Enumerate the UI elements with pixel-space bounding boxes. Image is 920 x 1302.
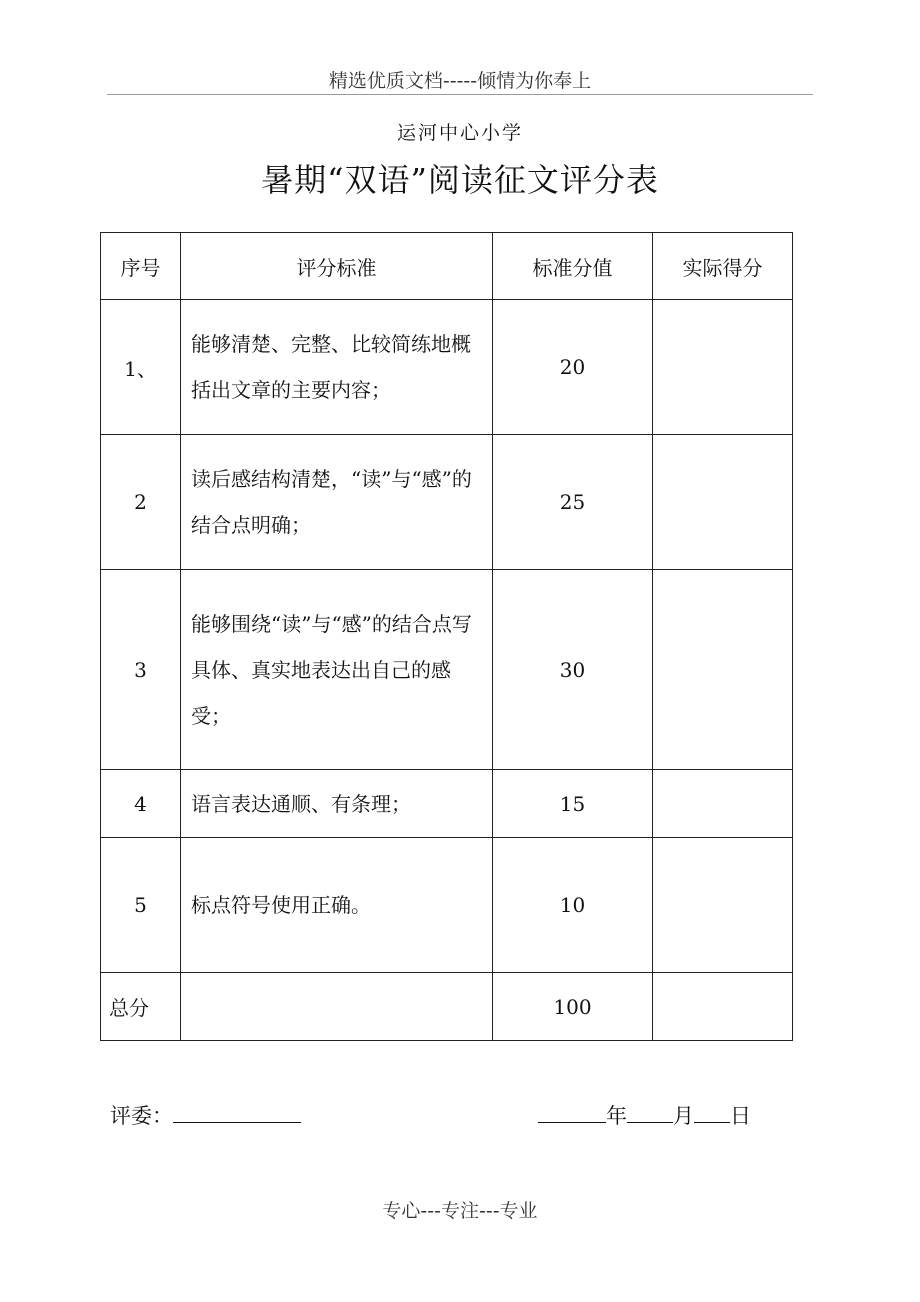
month-blank[interactable] [627,1102,673,1123]
school-name: 运河中心小学 [396,122,523,144]
month-label: 月 [673,1104,694,1128]
row-criterion: 标点符号使用正确。 [181,838,493,973]
table-row [101,770,793,838]
total-label: 总分 [101,973,181,1041]
row-standard-score: 10 [493,838,653,973]
judge-signature [110,1100,301,1130]
row-criterion: 能够围绕“读”与“感”的结合点写具体、真实地表达出自己的感受； [181,570,493,770]
header-divider [107,94,813,95]
date-line [538,1100,751,1130]
total-actual-score-cell[interactable] [653,973,793,1041]
row-number: 1、 [101,300,181,435]
day-label: 日 [730,1104,751,1128]
row-number: 4 [101,770,181,838]
row-criterion: 读后感结构清楚，“读”与“感”的结合点明确； [181,435,493,570]
page-footer-text: 专心---专注---专业 [382,1200,538,1222]
row-standard-score: 15 [493,770,653,838]
row-standard-score: 25 [493,435,653,570]
row-number: 2 [101,435,181,570]
row-actual-score-cell[interactable] [653,570,793,770]
column-header-criterion: 评分标准 [181,233,493,300]
table-row [101,435,793,570]
column-header-number: 序号 [101,233,181,300]
row-number: 5 [101,838,181,973]
row-standard-score: 30 [493,570,653,770]
scoring-table [100,232,793,1041]
table-row [101,838,793,973]
row-actual-score-cell[interactable] [653,300,793,435]
year-blank[interactable] [538,1102,606,1123]
judge-name-blank[interactable] [173,1102,301,1123]
year-label: 年 [606,1104,627,1128]
row-number: 3 [101,570,181,770]
row-actual-score-cell[interactable] [653,435,793,570]
table-row [101,300,793,435]
row-actual-score-cell[interactable] [653,770,793,838]
table-header-row [101,233,793,300]
day-blank[interactable] [694,1102,730,1123]
row-criterion: 能够清楚、完整、比较简练地概括出文章的主要内容； [181,300,493,435]
table-row [101,570,793,770]
column-header-standard-score: 标准分值 [493,233,653,300]
judge-label: 评委： [110,1104,173,1128]
page-header-text: 精选优质文档-----倾情为你奉上 [328,70,592,92]
total-row [101,973,793,1041]
document-title: 暑期“双语”阅读征文评分表 [261,161,659,199]
total-standard-score: 100 [493,973,653,1041]
column-header-actual-score: 实际得分 [653,233,793,300]
total-criterion [181,973,493,1041]
row-actual-score-cell[interactable] [653,838,793,973]
row-standard-score: 20 [493,300,653,435]
row-criterion: 语言表达通顺、有条理； [181,770,493,838]
